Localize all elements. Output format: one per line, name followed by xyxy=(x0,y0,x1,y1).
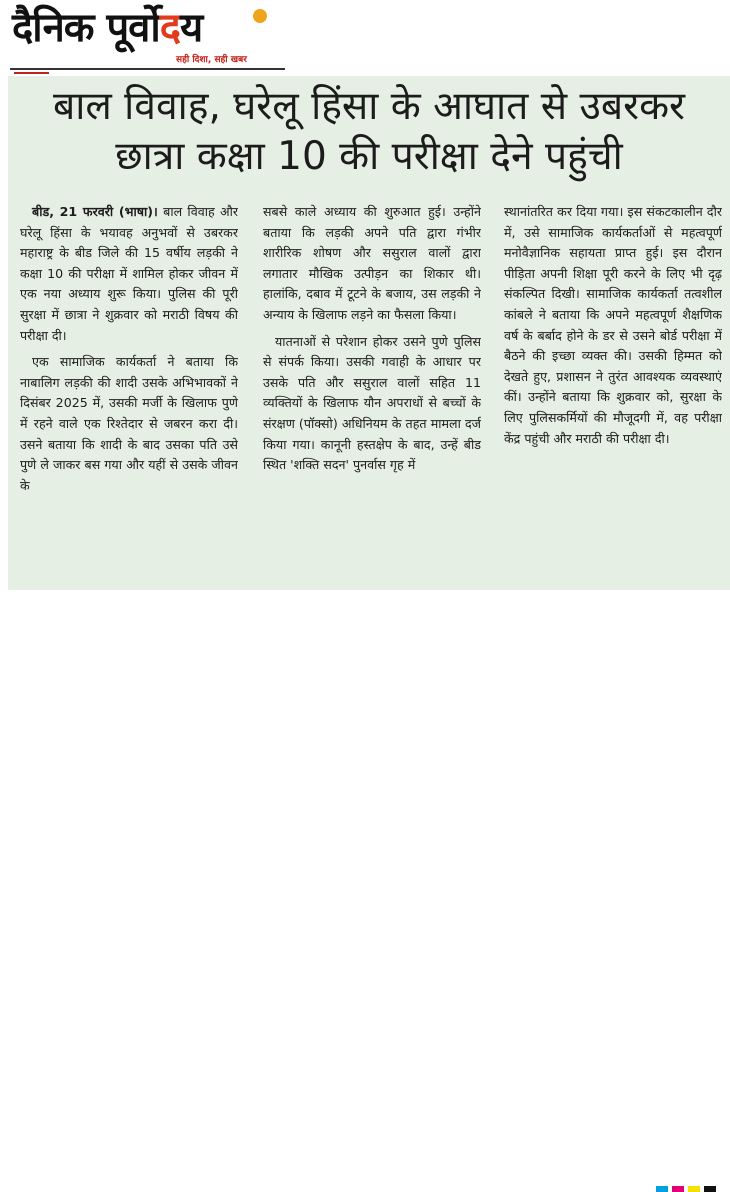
article-paragraph: सबसे काले अध्याय की शुरुआत हुई। उन्होंने बताया कि लड़की अपने पति द्वारा गंभीर शारीरिक शोषण और ससुराल वालों द्वारा लगातार मौखिक उत्पीड़न का शिकार थी। हालांकि, दबाव में टूटने के बजाय, उस लड़की ने अन्याय के खिलाफ लड़ने का फैसला किया। xyxy=(263,204,481,322)
newspaper-logo: दैनिक पूर्वोदय xyxy=(12,5,203,51)
masthead-divider xyxy=(10,68,285,70)
dateline: बीड, 21 फरवरी (भाषा)। xyxy=(32,204,158,219)
article-column-1 xyxy=(20,202,238,590)
article-paragraph: बीड, 21 फरवरी (भाषा)। बाल विवाह और घरेलू हिंसा के भयावह अनुभवों से उबरकर महाराष्ट्र के बीड जिले की 15 वर्षीय लड़की ने कक्षा 10 की परीक्षा में शामिल होकर जीवन में एक नया अध्याय शुरू किया। पुलिस की पूरी सुरक्षा में छात्रा ने शुक्रवार को मराठी विषय की परीक्षा दी। xyxy=(20,204,238,343)
article-paragraph: एक सामाजिक कार्यकर्ता ने बताया कि नाबालिग लड़की की शादी उसके अभिभावकों ने दिसंबर 2025 में, उसकी मर्जी के खिलाफ पुणे में रहने वाले एक रिश्तेदार से जबरन करा दी। उसने बताया कि शादी के बाद उसका पति उसे पुणे ले जाकर बस गया और यहीं से उसके जीवन के xyxy=(20,354,238,493)
headline xyxy=(8,82,730,182)
registration-mark-magenta xyxy=(672,1186,684,1192)
news-article xyxy=(8,76,730,590)
masthead xyxy=(0,0,730,76)
article-column-2 xyxy=(263,202,481,590)
masthead-accent-divider xyxy=(14,72,49,74)
article-paragraph: यातनाओं से परेशान होकर उसने पुणे पुलिस से संपर्क किया। उसकी गवाही के आधार पर उसके पति और ससुराल वालों सहित 11 व्यक्तियों के खिलाफ यौन अपराधों से बच्चों के संरक्षण (पॉक्सो) अधिनियम के तहत मामला दर्ज किया गया। कानूनी हस्तक्षेप के बाद, उन्हें बीड स्थित 'शक्ति सदन' पुनर्वास गृह में xyxy=(263,333,481,473)
headline-line-2: छात्रा कक्षा 10 की परीक्षा देने पहुंची xyxy=(115,134,623,179)
article-column-3 xyxy=(504,202,722,590)
tagline: सही दिशा, सही खबर xyxy=(176,55,247,65)
article-paragraph: स्थानांतरित कर दिया गया। इस संकटकालीन दौर में, उसे सामाजिक कार्यकर्ताओं से महत्वपूर्ण मनोवैज्ञानिक सहायता प्राप्त हुई। इस दौरान पीड़िता अपनी शिक्षा पूरी करने के लिए भी दृढ़ संकल्पित दिखी। सामाजिक कार्यकर्ता तत्वशील कांबले ने बताया कि अपने महत्वपूर्ण शैक्षणिक वर्ष के बर्बाद होने के डर से उसने बोर्ड परीक्षा में बैठने की इच्छा व्यक्त की। उसकी हिम्मत को देखते हुए, प्रशासन ने तुरंत आवश्यक व्यवस्थाएं कीं। उन्होंने बताया कि शुक्रवार को, सुरक्षा के लिए पुलिसकर्मियों की मौजूदगी में, वह परीक्षा केंद्र पहुंची और मराठी की परीक्षा दी। xyxy=(504,204,722,446)
registration-mark-black xyxy=(704,1186,716,1192)
sun-icon xyxy=(253,9,267,23)
print-registration-strip xyxy=(0,592,730,602)
registration-mark-cyan xyxy=(656,1186,668,1192)
headline-line-1: बाल विवाह, घरेलू हिंसा के आघात से उबरकर xyxy=(52,84,686,129)
registration-mark-yellow xyxy=(688,1186,700,1192)
article-body xyxy=(20,202,722,590)
